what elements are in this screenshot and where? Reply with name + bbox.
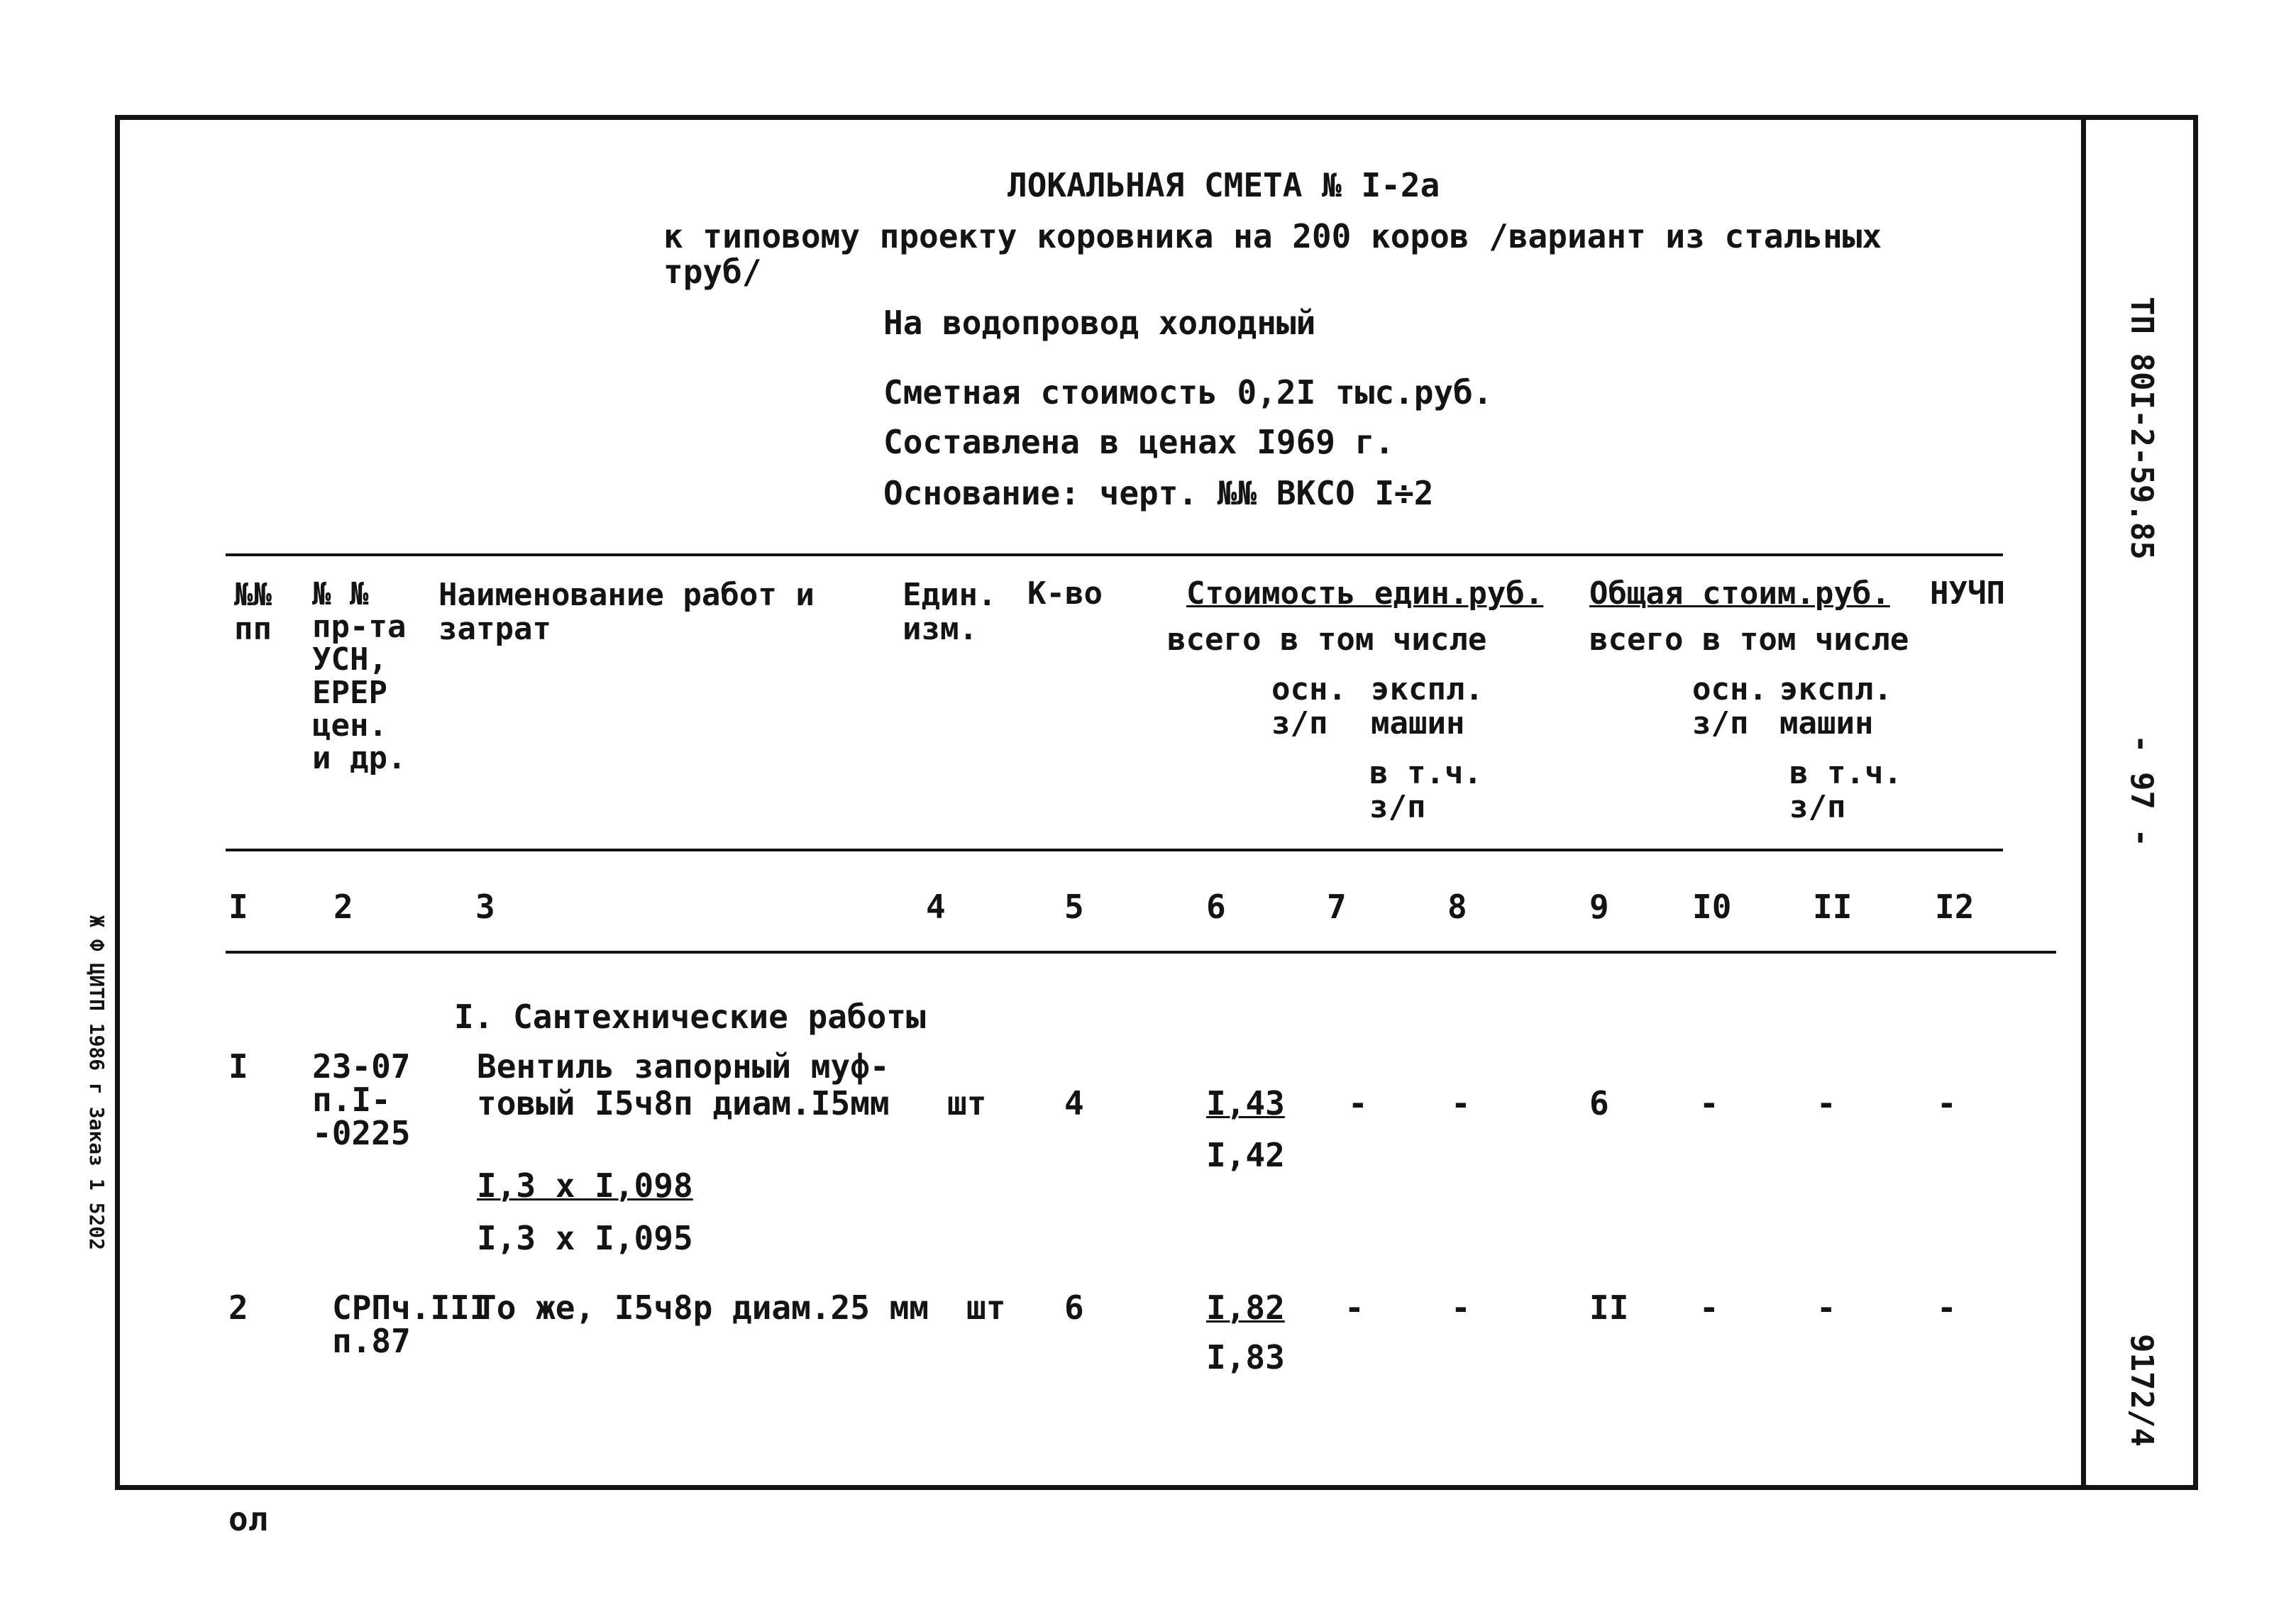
column-numbers-rule [226,951,2056,954]
col-header-unit-cost-osn: осн. з/п [1271,671,1347,742]
row-number: I [228,1047,248,1086]
row-coef-top: I,3 x I,098 [477,1166,693,1205]
row-number: 2 [228,1288,248,1327]
object-name: На водопровод холодный [883,304,1316,342]
footer-mark: ол [228,1500,268,1538]
row-unit: шт [947,1084,987,1122]
row-col8: - [1451,1084,1471,1122]
row-col12: - [1937,1288,1957,1327]
col-header-unit-cost-sub: всего в том числе [1167,622,1487,658]
row-total: 6 [1589,1084,1609,1122]
row-col8: - [1451,1288,1471,1327]
col-number: 4 [926,888,946,926]
col-number: 8 [1447,888,1467,926]
col-header-unit-cost-vtch: в т.ч. з/п [1369,755,1482,826]
page-number-stamp: - 97 - [2124,734,2160,847]
col-number: 9 [1589,888,1609,926]
drawing-basis: Основание: черт. №№ ВКСО I÷2 [883,474,1434,512]
col-header-unit-cost-ekspl: экспл. машин [1371,671,1484,742]
col-number: I0 [1692,888,1732,926]
header-top-rule [226,553,2003,556]
col-header-code: № № пр-та УСН, ЕРЕР цен. и др. [312,576,407,776]
col-number: II [1813,888,1853,926]
row-name-line1: То же, I5ч8р диам.25 мм [477,1288,929,1327]
col-header-total-cost: Общая стоим.руб. [1589,575,1890,612]
col-header-number: №№ пп [234,577,272,648]
row-qty: 6 [1064,1288,1084,1327]
row-col7: - [1345,1288,1364,1327]
col-header-total-cost-vtch: в т.ч. з/п [1789,755,1902,826]
row-col10: - [1699,1084,1719,1122]
col-number: 3 [475,888,495,926]
col-header-total-cost-sub: всего в том числе [1589,622,1909,658]
printer-imprint: Ж Ф ЦИТП 1986 г Заказ 1 5202 [85,915,109,1251]
project-code-stamp: ТП 80I-2-59.85 [2124,297,2160,560]
row-qty: 4 [1064,1084,1084,1122]
col-header-total-cost-osn: осн. з/п [1692,671,1767,742]
col-number: I [228,888,248,926]
row-unit-cost-top: I,82 [1206,1288,1285,1327]
row-unit-cost-top: I,43 [1206,1084,1285,1122]
col-header-qty: К-во [1027,575,1103,612]
col-header-name: Наименование работ и затрат [438,577,815,648]
document-title: ЛОКАЛЬНАЯ СМЕТА № I-2а [1008,166,1440,204]
col-header-nuchp: НУЧП [1930,575,2005,612]
row-total: II [1589,1288,1629,1327]
document-subtitle-line2: труб/ [663,253,762,291]
row-col7: - [1348,1084,1368,1122]
sheet-number-stamp: 9172/4 [2124,1334,2160,1447]
col-number: 7 [1327,888,1347,926]
row-unit-cost-bottom: I,83 [1206,1338,1285,1376]
row-col11: - [1816,1288,1836,1327]
price-basis: Составлена в ценах I969 г. [883,423,1395,461]
row-col10: - [1699,1288,1719,1327]
col-header-total-cost-ekspl: экспл. машин [1779,671,1892,742]
row-code: СРПч.III п.87 [332,1288,490,1360]
col-header-unit-cost: Стоимость един.руб. [1186,575,1544,612]
row-name-line1: Вентиль запорный муф- [477,1047,890,1086]
row-name-line2: товый I5ч8п диам.I5мм [477,1084,890,1122]
col-header-unit: Един. изм. [903,577,997,648]
row-unit: шт [966,1288,1006,1327]
col-number: 5 [1064,888,1084,926]
col-number: 6 [1206,888,1226,926]
col-number: I2 [1935,888,1975,926]
header-bottom-rule [226,849,2003,851]
row-col12: - [1937,1084,1957,1122]
col-number: 2 [333,888,353,926]
row-code: 23-07 п.I- -0225 [312,1047,411,1152]
estimated-cost: Сметная стоимость 0,2I тыс.руб. [883,373,1493,412]
stamp-divider [2081,115,2086,1490]
row-coef-bottom: I,3 x I,095 [477,1219,693,1257]
row-col11: - [1816,1084,1836,1122]
section-title: I. Сантехнические работы [454,998,926,1036]
document-subtitle-line1: к типовому проекту коровника на 200 коров /вариант из стальных [663,217,1882,255]
row-unit-cost-bottom: I,42 [1206,1136,1285,1174]
